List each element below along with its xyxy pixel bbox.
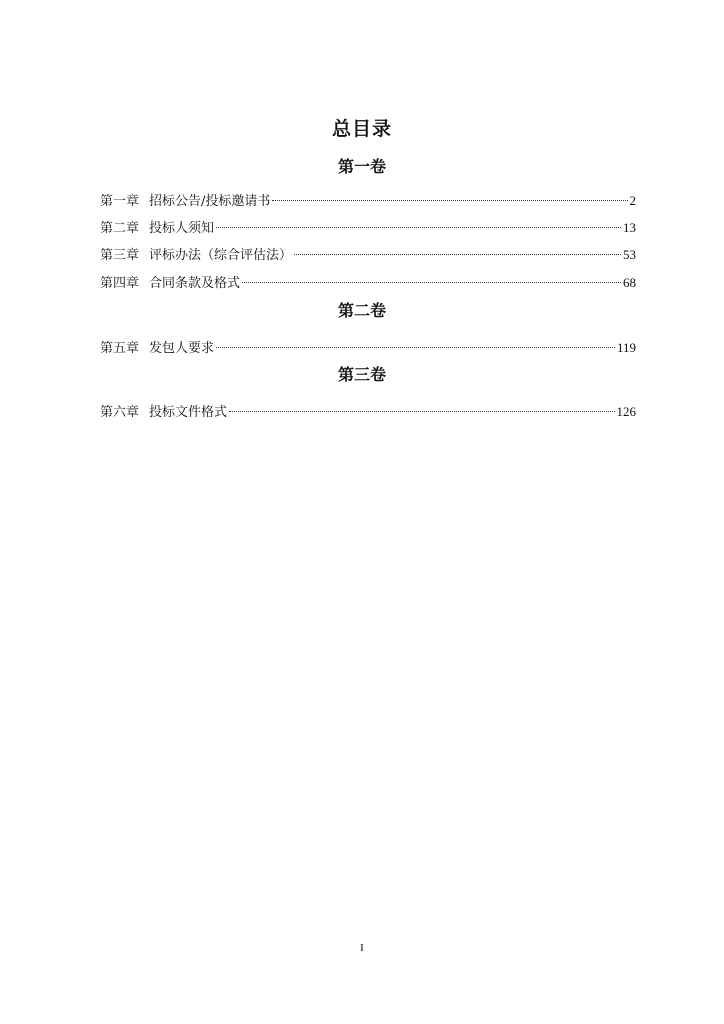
toc-chapter-title: 合同条款及格式	[149, 276, 241, 291]
document-title: 总目录	[331, 118, 392, 140]
toc-chapter-number: 第一章	[100, 194, 140, 209]
toc-dot-leader	[294, 241, 621, 259]
toc-entry[interactable]	[100, 214, 636, 236]
toc-page-number: 126	[616, 404, 636, 419]
toc-chapter-number: 第二章	[100, 221, 140, 236]
toc-chapter-title: 投标文件格式	[149, 405, 228, 420]
toc-chapter-number: 第三章	[100, 248, 140, 263]
toc-entry[interactable]	[100, 187, 636, 209]
toc-dot-leader	[229, 398, 614, 416]
toc-dot-leader	[216, 334, 615, 352]
volume-heading-2: 第二卷	[337, 301, 386, 320]
toc-entry[interactable]	[100, 334, 636, 356]
toc-entry[interactable]	[100, 269, 636, 291]
toc-chapter-title: 评标办法（综合评估法）	[149, 248, 293, 263]
toc-page-number: 13	[623, 220, 636, 235]
toc-chapter-title: 投标人须知	[149, 221, 215, 236]
toc-chapter-number: 第四章	[100, 276, 140, 291]
toc-chapter-number: 第五章	[100, 341, 140, 356]
page-number-footer: I	[360, 942, 364, 954]
volume-heading-3: 第三卷	[337, 365, 386, 384]
toc-page-number: 2	[629, 193, 636, 208]
toc-chapter-title: 招标公告/投标邀请书	[149, 194, 271, 209]
toc-dot-leader	[216, 214, 621, 232]
toc-entry[interactable]	[100, 398, 636, 420]
toc-entry[interactable]	[100, 241, 636, 263]
volume-heading-1: 第一卷	[337, 157, 386, 176]
toc-page-number: 53	[623, 247, 636, 262]
toc-dot-leader	[272, 187, 627, 205]
toc-chapter-number: 第六章	[100, 405, 140, 420]
toc-page-number: 119	[616, 340, 636, 355]
toc-dot-leader	[242, 269, 621, 287]
toc-page-number: 68	[623, 275, 636, 290]
toc-chapter-title: 发包人要求	[149, 341, 215, 356]
